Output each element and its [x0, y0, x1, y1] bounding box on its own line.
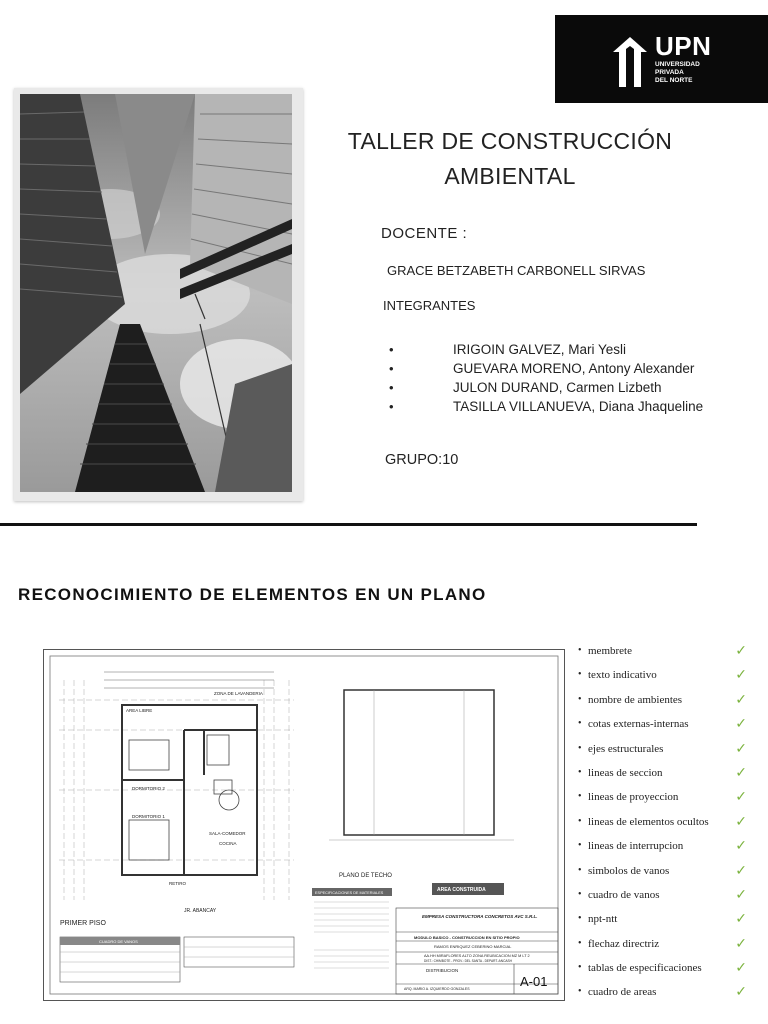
svg-text:JR. ABANCAY: JR. ABANCAY [184, 908, 217, 914]
svg-text:A-01: A-01 [520, 974, 548, 989]
logo-subtitle: UNIVERSIDAD PRIVADA DEL NORTE [655, 61, 700, 84]
check-icon: ✓ [735, 984, 747, 1001]
svg-text:SALA-COMEDOR: SALA-COMEDOR [209, 831, 246, 836]
integrantes-label: INTEGRANTES [383, 298, 476, 313]
svg-text:ESPECIFICACIONES DE MATERIALES: ESPECIFICACIONES DE MATERIALES [315, 891, 384, 895]
group-label: GRUPO:10 [385, 452, 459, 468]
list-item: • cuadro de vanos ✓ [578, 886, 763, 910]
member-item: • IRIGOIN GALVEZ, Mari Yesli [385, 340, 703, 359]
check-icon: ✓ [735, 935, 747, 952]
svg-text:RAMOS ENRIQUEZ CEBERINO MARCIA: RAMOS ENRIQUEZ CEBERINO MARCIAL [434, 944, 512, 949]
svg-text:DISTRIBUCION: DISTRIBUCION [426, 968, 459, 973]
members-list [385, 340, 703, 416]
svg-text:AA.HH MIRAFLORES ALTO ZONA REU: AA.HH MIRAFLORES ALTO ZONA REUBICACION MZ M LT 2 [424, 954, 530, 958]
list-item: • lineas de elementos ocultos ✓ [578, 813, 763, 837]
list-item: • simbolos de vanos ✓ [578, 862, 763, 886]
check-icon: ✓ [735, 789, 747, 806]
list-item: • tablas de especificaciones ✓ [578, 959, 763, 983]
list-item: • cotas externas-internas ✓ [578, 715, 763, 739]
list-item: • npt-ntt ✓ [578, 910, 763, 934]
docente-label: DOCENTE : [381, 225, 468, 242]
list-item: • texto indicativo ✓ [578, 666, 763, 690]
svg-text:COCINA: COCINA [219, 841, 237, 846]
upn-logo [555, 15, 768, 103]
floor-plan-drawing [43, 649, 565, 1001]
svg-text:AREA LIBRE: AREA LIBRE [126, 708, 153, 713]
check-icon: ✓ [735, 643, 747, 659]
check-icon: ✓ [735, 838, 747, 855]
check-icon: ✓ [735, 862, 747, 879]
upn-arrow-logo-icon [613, 37, 647, 87]
svg-text:AREA CONSTRUIDA: AREA CONSTRUIDA [437, 887, 486, 893]
svg-text:PRIMER PISO: PRIMER PISO [60, 920, 106, 927]
svg-text:ARQ. MARIO A. IZQUIERDO GONZAL: ARQ. MARIO A. IZQUIERDO GONZALES [404, 987, 470, 991]
svg-text:PLANO DE TECHO: PLANO DE TECHO [339, 873, 392, 879]
check-icon: ✓ [735, 911, 747, 928]
member-item: • JULON DURAND, Carmen Lizbeth [385, 378, 703, 397]
svg-text:EMPRESA CONSTRUCTORA CONCRETOS: EMPRESA CONSTRUCTORA CONCRETOS AVC S.R.L. [422, 914, 538, 919]
list-item: • flechaz directriz ✓ [578, 935, 763, 959]
building-photo [20, 94, 292, 492]
svg-text:DORMITORIO 1: DORMITORIO 1 [132, 814, 165, 819]
check-icon: ✓ [735, 886, 747, 903]
check-icon: ✓ [735, 764, 747, 781]
list-item: • cuadro de areas ✓ [578, 983, 763, 1007]
list-item: • lineas de interrupcion ✓ [578, 837, 763, 861]
check-icon: ✓ [735, 960, 747, 977]
svg-text:CUADRO DE VANOS: CUADRO DE VANOS [99, 939, 138, 944]
list-item: • nombre de ambientes ✓ [578, 691, 763, 715]
teacher-name: GRACE BETZABETH CARBONELL SIRVAS [387, 263, 646, 278]
logo-brand: UPN [655, 31, 712, 61]
svg-text:DORMITORIO 2: DORMITORIO 2 [132, 786, 165, 791]
member-item: • TASILLA VILLANUEVA, Diana Jhaqueline [385, 397, 703, 416]
member-item: • GUEVARA MORENO, Antony Alexander [385, 359, 703, 378]
divider [0, 523, 697, 526]
check-icon: ✓ [735, 667, 747, 684]
check-icon: ✓ [735, 813, 747, 830]
check-icon: ✓ [735, 716, 747, 733]
plan-elements-checklist [578, 642, 763, 1008]
course-title: TALLER DE CONSTRUCCIÓN AMBIENTAL [347, 128, 673, 189]
list-item: • lineas de proyeccion ✓ [578, 788, 763, 812]
list-item: • membrete ✓ [578, 642, 763, 666]
check-icon: ✓ [735, 740, 747, 757]
svg-text:MODULO BASICO - CONSTRUCCION E: MODULO BASICO - CONSTRUCCION EN SITIO PROPIO [414, 935, 520, 940]
check-icon: ✓ [735, 691, 747, 708]
svg-text:RETIRO: RETIRO [169, 881, 187, 886]
list-item: • ejes estructurales ✓ [578, 740, 763, 764]
section-heading: RECONOCIMIENTO DE ELEMENTOS EN UN PLANO [18, 585, 487, 604]
list-item: • lineas de seccion ✓ [578, 764, 763, 788]
svg-text:ZONA DE LAVANDERIA: ZONA DE LAVANDERIA [214, 691, 263, 696]
svg-text:DIST.: CHIMBOTE - PROV.: DEL S: DIST.: CHIMBOTE - PROV.: DEL SANTA - DEPART.:ANCASH [424, 959, 512, 963]
